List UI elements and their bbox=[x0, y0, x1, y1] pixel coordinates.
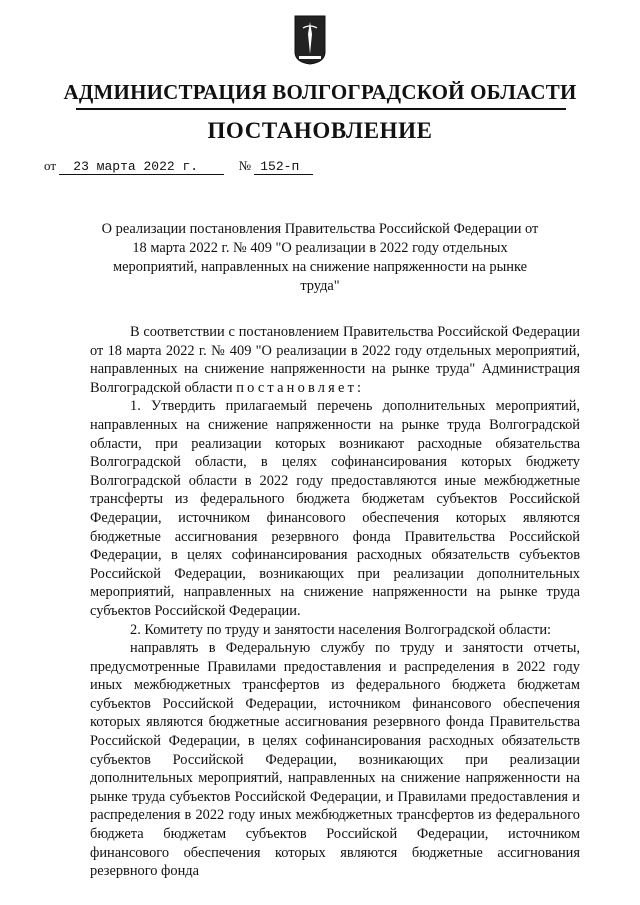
coat-of-arms-icon bbox=[293, 14, 327, 66]
document-date: 23 марта 2022 г. bbox=[59, 160, 224, 175]
document-body bbox=[90, 323, 580, 881]
header-divider bbox=[76, 108, 566, 110]
document-subject: О реализации постановления Правительства Российской Федерации от 18 марта 2022 г. № 409 "О реализации в 2022 году отдельных мероприятий, направленных на снижение напряженности на рынке труда" bbox=[101, 221, 539, 294]
organization-name: АДМИНИСТРАЦИЯ ВОЛГОГРАДСКОЙ ОБЛАСТИ bbox=[63, 80, 577, 104]
intro-keyword: постановляет: bbox=[236, 379, 365, 396]
intro-text: В соответствии с постановлением Правительства Российской Федерации от 18 марта 2022 г. № 409 "О реализации в 2022 году отдельных мероприятий, направленных на снижение напряженности на рынке труда" Администрация Волгоградской области bbox=[90, 324, 580, 396]
number-prefix: № bbox=[238, 158, 251, 173]
document-type-title: ПОСТАНОВЛЕНИЕ bbox=[207, 118, 433, 143]
item-1-paragraph: 1. Утвердить прилагаемый перечень дополнительных мероприятий, направленных на снижение напряженности на рынке труда Волгоградской области, при реализации которых возникают расходные обязательства Волгоградской области, в целях софинансирования которых бюджету Волгоградской области в 2022 году предоставляются иные межбюджетные трансферты из федерального бюджета бюджетам субъектов Российской Федерации, источником финансового обеспечения которых являются бюджетные ассигнования резервного фонда Правительства Российской Федерации, в целях софинансирования расходных обязательств субъектов Российской Федерации, возникающих при реализации дополнительных мероприятий, направленных на снижение напряженности на рынке труда субъектов Российской Федерации. bbox=[90, 398, 580, 619]
item-2-subparagraph: направлять в Федеральную службу по труду и занятости отчеты, предусмотренные Правилами предоставления и распределения в 2022 году иных межбюджетных трансфертов из федерального бюджета бюджетам субъектов Российской Федерации, источником финансового обеспечения которых являются бюджетные ассигнования резервного фонда Правительства Российской Федерации, в целях софинансирования расходных обязательств субъектов Российской Федерации, возникающих при реализации дополнительных мероприятий, направленных на снижение напряженности на рынке труда субъектов Российской Федерации, и Правилами предоставления и распределения в 2022 году иных межбюджетных трансфертов из федерального бюджета бюджетам субъектов Российской Федерации, источником финансового обеспечения которых являются бюджетные ассигнования резервного фонда bbox=[90, 640, 580, 880]
intro-paragraph bbox=[90, 323, 580, 397]
date-number-line bbox=[44, 158, 313, 175]
item-2-paragraph: 2. Комитету по труду и занятости населения Волгоградской области: bbox=[130, 621, 552, 638]
document-number: 152-п bbox=[254, 160, 313, 175]
date-prefix: от bbox=[44, 158, 57, 173]
